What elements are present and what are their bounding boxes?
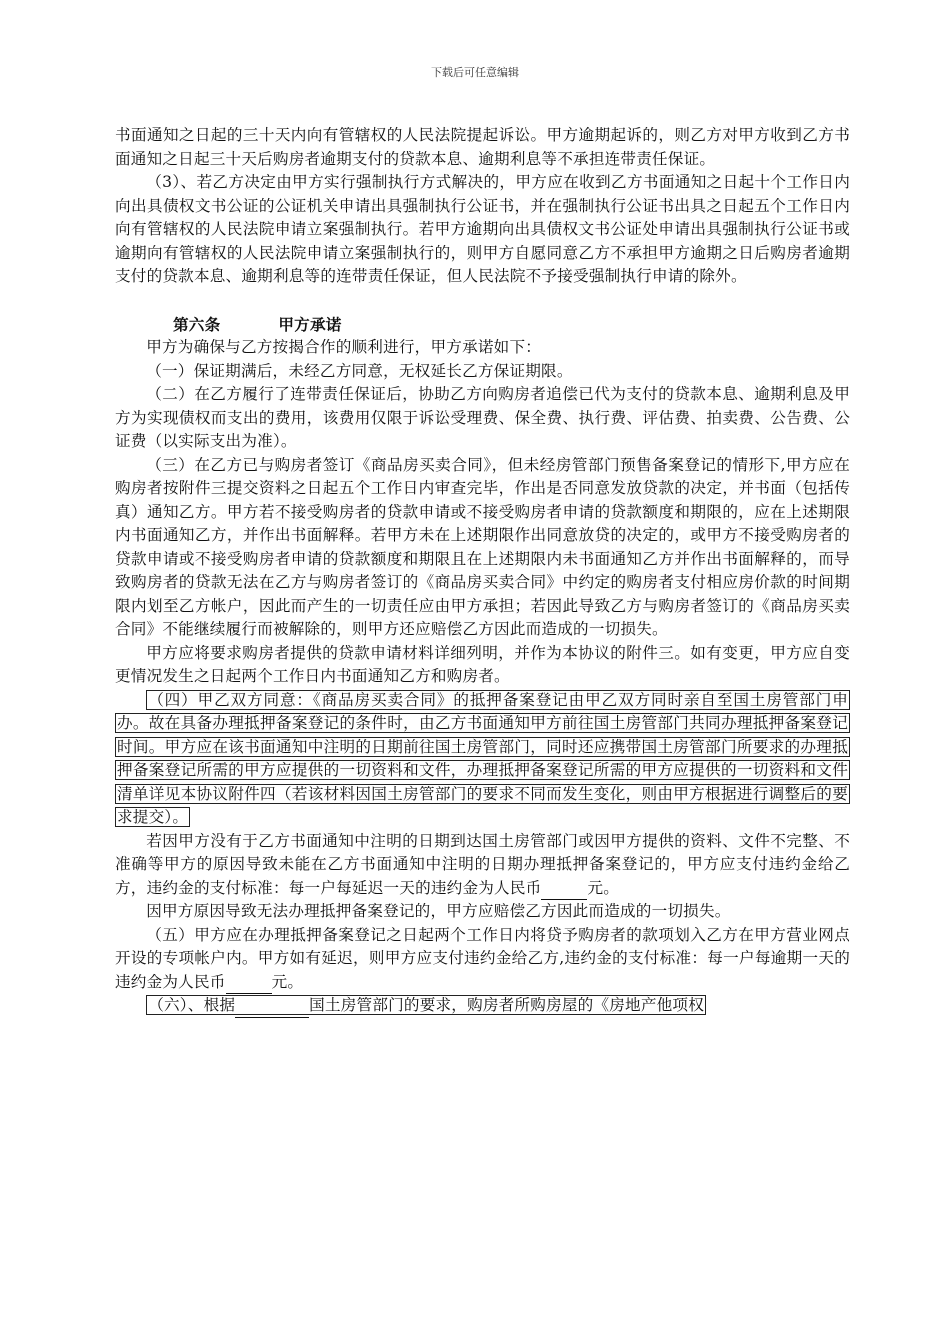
page-header: 下载后可任意编辑 <box>431 66 519 79</box>
paragraph-compensation: 因甲方原因导致无法办理抵押备案登记的，甲方应赔偿乙方因此而造成的一切损失。 <box>146 902 731 920</box>
department-blank <box>235 999 309 1018</box>
paragraph-item-6 <box>115 994 850 1018</box>
paragraph-penalty-1: 若因甲方没有于乙方书面通知中注明的日期到达国土房管部门或因甲方提供的资料、文件不完整、不准确等甲方的原因导致未能在乙方书面通知中注明的日期办理抵押备案登记的，甲方应支付违约金给乙方，违约金的支付标准：每一户每延迟一天的违约金为人民币 元。 <box>115 830 850 901</box>
boxed-text-item-6: （六）、根据 国土房管部门的要求，购房者所购房屋的《房地产他项权 <box>146 995 706 1015</box>
article-number: 第六条 <box>173 314 221 334</box>
article-heading <box>115 313 850 337</box>
boxed-text-item-4: （四）甲乙双方同意：《商品房买卖合同》的抵押备案登记由甲乙双方同时亲自至国土房管部门申办。故在具备办理抵押备案登记的条件时，由乙方书面通知甲方前往国土房管部门共同办理抵押备案登记时间。甲方应在该书面通知中注明的日期前往国土房管部门，同时还应携带国土房管部门所要求的办理抵押备案登记所需的甲方应提供的一切资料和文件，办理抵押备案登记所需的甲方应提供的一切资料和文件清单详见本协议附件四（若该材料因国土房管部门的要求不同而发生变化，则由甲方根据进行调整后的要求提交）。 <box>117 690 848 826</box>
paragraph-item-2: （二）在乙方履行了连带责任保证后，协助乙方向购房者追偿已代为支付的贷款本息、逾期利息及甲方为实现债权而支出的费用，该费用仅限于诉讼受理费、保全费、执行费、评估费、拍卖费、公告费、公证费（以实际支出为准）。 <box>115 385 850 450</box>
amount-blank <box>541 881 587 900</box>
article-title: 甲方承诺 <box>278 314 342 334</box>
paragraph-item-4 <box>115 689 850 830</box>
paragraph-intro: 甲方为确保与乙方按揭合作的顺利进行，甲方承诺如下： <box>146 338 542 356</box>
paragraph-item-3: （三）在乙方已与购房者签订《商品房买卖合同》，但未经房管部门预售备案登记的情形下,甲方应在购房者按附件三提交资料之日起五个工作日内审查完毕，作出是否同意发放贷款的决定，并书面（包括传真）通知乙方。甲方若不接受购房者的贷款申请或不接受购房者申请的贷款额度和期限的，应在上述期限内书面通知乙方，并作出书面解释。若甲方未在上述期限作出同意放贷的决定的，或甲方不接受购房者的贷款申请或不接受购房者申请的贷款额度和期限且在上述期限内未书面通知乙方并作出书面解释的，而导致购房者的贷款无法在乙方与购房者签订的《商品房买卖合同》中约定的购房者支付相应房价款的时间期限内划至乙方帐户，因此而产生的一切责任应由甲方承担；若因此导致乙方与购房者签订的《商品房买卖合同》不能继续履行而被解除的，则甲方还应赔偿乙方因此而造成的一切损失。 <box>115 455 850 638</box>
amount-blank <box>226 975 272 994</box>
document-body <box>115 124 850 1018</box>
paragraph-item-5: （五）甲方应在办理抵押备案登记之日起两个工作日内将贷予购房者的款项划入乙方在甲方营业网点开设的专项帐户内。甲方如有延迟，则甲方应支付违约金给乙方,违约金的支付标准：每一户每逾期一天的违约金为人民币 元。 <box>115 924 850 995</box>
paragraph-item-1: （一）保证期满后，未经乙方同意，无权延长乙方保证期限。 <box>146 361 573 380</box>
paragraph-clause-3: （3）、若乙方决定由甲方实行强制执行方式解决的，甲方应在收到乙方书面通知之日起十个工作日内向出具债权文书公证的公证机关申请出具强制执行公证书，并在强制执行公证书出具之日起五个工作日内向有管辖权的人民法院申请立案强制执行。若甲方逾期向出具债权文书公证处申请出具强制执行公证书或逾期向有管辖权的人民法院申请立案强制执行的，则甲方自愿同意乙方不承担甲方逾期之日后购房者逾期支付的贷款本息、逾期利息等的连带责任保证，但人民法院不予接受强制执行申请的除外。 <box>115 173 850 285</box>
paragraph-spacer <box>115 289 850 313</box>
paragraph-continuation: 书面通知之日起的三十天内向有管辖权的人民法院提起诉讼。甲方逾期起诉的，则乙方对甲方收到乙方书面通知之日起三十天后购房者逾期支付的贷款本息、逾期利息等不承担连带责任保证。 <box>115 126 850 168</box>
paragraph-attachment-3: 甲方应将要求购房者提供的贷款申请材料详细列明，并作为本协议的附件三。如有变更，甲方应自变更情况发生之日起两个工作日内书面通知乙方和购房者。 <box>115 643 850 685</box>
